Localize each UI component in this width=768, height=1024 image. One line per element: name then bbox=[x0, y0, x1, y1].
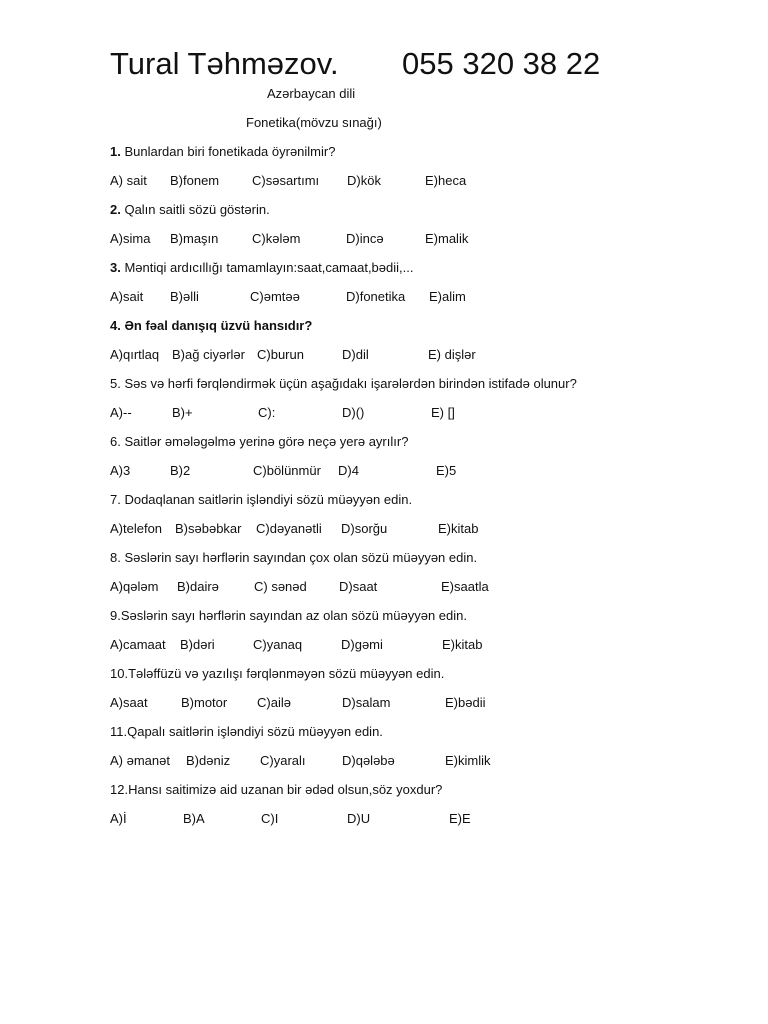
option-e: E) dişlər bbox=[428, 347, 476, 362]
option-e: E) [] bbox=[431, 405, 455, 420]
option-e: E)malik bbox=[425, 231, 469, 246]
question-item bbox=[110, 550, 730, 608]
question-item bbox=[110, 202, 730, 260]
question-number: 2. bbox=[110, 202, 121, 217]
option-a: A)-- bbox=[110, 405, 132, 420]
option-d: D)saat bbox=[339, 579, 378, 594]
question-item bbox=[110, 434, 730, 492]
author-phone: 055 320 38 22 bbox=[402, 46, 601, 81]
answer-options bbox=[110, 231, 730, 260]
option-e: E)kitab bbox=[438, 521, 479, 536]
option-c: C) sənəd bbox=[254, 579, 307, 594]
question-text bbox=[110, 434, 730, 463]
question-body: 4. Ən fəal danışıq üzvü hansıdır? bbox=[110, 318, 313, 333]
question-item bbox=[110, 666, 730, 724]
option-e: E)5 bbox=[436, 463, 457, 478]
option-b: B)motor bbox=[181, 695, 228, 710]
question-text bbox=[110, 492, 730, 521]
option-a: A)sima bbox=[110, 231, 151, 246]
subject-title: Azərbaycan dili bbox=[267, 86, 356, 101]
option-c: C)ailə bbox=[257, 695, 291, 710]
option-e: E)bədii bbox=[445, 695, 486, 710]
question-body: 9.Səslərin sayı hərflərin sayından az olan sözü müəyyən edin. bbox=[110, 608, 467, 623]
option-c: C)burun bbox=[257, 347, 304, 362]
question-body: 7. Dodaqlanan saitlərin işləndiyi sözü müəyyən edin. bbox=[110, 492, 413, 507]
answer-options bbox=[110, 405, 730, 434]
option-b: B)+ bbox=[172, 405, 193, 420]
answer-options bbox=[110, 579, 730, 608]
topic-title: Fonetika(mövzu sınağı) bbox=[246, 115, 382, 130]
option-e: E)kimlik bbox=[445, 753, 491, 768]
option-e: E)E bbox=[449, 811, 471, 826]
question-text bbox=[110, 202, 730, 231]
answer-options bbox=[110, 695, 730, 724]
option-e: E)saatla bbox=[441, 579, 489, 594]
question-body: Bunlardan biri fonetikada öyrənilmir? bbox=[120, 144, 336, 159]
answer-options bbox=[110, 637, 730, 666]
answer-options bbox=[110, 173, 730, 202]
option-c: C)dəyanətli bbox=[256, 521, 322, 536]
question-item bbox=[110, 260, 730, 318]
option-a: A)telefon bbox=[110, 521, 163, 536]
option-d: D)4 bbox=[338, 463, 359, 478]
question-item bbox=[110, 608, 730, 666]
question-list bbox=[110, 144, 730, 840]
option-b: B)dəri bbox=[180, 637, 215, 652]
question-body: 12.Hansı saitimizə aid uzanan bir ədəd olsun,söz yoxdur? bbox=[110, 782, 443, 797]
question-item bbox=[110, 782, 730, 840]
question-number: 1. bbox=[110, 144, 121, 159]
option-c: C)kələm bbox=[252, 231, 301, 246]
option-b: B)maşın bbox=[170, 231, 219, 246]
option-e: E)heca bbox=[425, 173, 467, 188]
option-a: A) sait bbox=[110, 173, 147, 188]
question-text bbox=[110, 724, 730, 753]
option-b: B)əlli bbox=[170, 289, 199, 304]
option-a: A)3 bbox=[110, 463, 131, 478]
option-e: E)kitab bbox=[442, 637, 483, 652]
question-text bbox=[110, 318, 730, 347]
option-d: D)U bbox=[347, 811, 371, 826]
answer-options bbox=[110, 753, 730, 782]
option-b: B)2 bbox=[170, 463, 191, 478]
question-item bbox=[110, 144, 730, 202]
option-c: C)I bbox=[261, 811, 279, 826]
question-item bbox=[110, 724, 730, 782]
option-d: D)fonetika bbox=[346, 289, 406, 304]
option-d: D)qələbə bbox=[342, 753, 395, 768]
answer-options bbox=[110, 347, 730, 376]
question-text bbox=[110, 782, 730, 811]
question-text bbox=[110, 144, 730, 173]
author-name: Tural Təhməzov. bbox=[110, 46, 339, 81]
option-b: B)ağ ciyərlər bbox=[172, 347, 245, 362]
option-b: B)səbəbkar bbox=[175, 521, 242, 536]
answer-options bbox=[110, 521, 730, 550]
question-body: Məntiqi ardıcıllığı tamamlayın:saat,camaat,bədii,... bbox=[120, 260, 414, 275]
question-body: 10.Tələffüzü və yazılışı fərqlənməyən sözü müəyyən edin. bbox=[110, 666, 445, 681]
option-a: A)camaat bbox=[110, 637, 166, 652]
question-item bbox=[110, 318, 730, 376]
question-text bbox=[110, 608, 730, 637]
question-text bbox=[110, 260, 730, 289]
option-a: A)saat bbox=[110, 695, 148, 710]
question-body: 11.Qapalı saitlərin işləndiyi sözü müəyyən edin. bbox=[110, 724, 383, 739]
option-d: D)incə bbox=[346, 231, 384, 246]
option-c: C)yanaq bbox=[253, 637, 303, 652]
question-body: 5. Səs və hərfi fərqləndirmək üçün aşağıdakı işarələrdən birindən istifadə olunur? bbox=[110, 376, 577, 391]
option-a: A) əmanət bbox=[110, 753, 170, 768]
answer-options bbox=[110, 463, 730, 492]
option-a: A)İ bbox=[110, 811, 127, 826]
option-c: C)bölünmür bbox=[253, 463, 321, 478]
option-d: D)dil bbox=[342, 347, 369, 362]
option-a: A)sait bbox=[110, 289, 144, 304]
option-d: D)() bbox=[342, 405, 365, 420]
option-b: B)dairə bbox=[177, 579, 219, 594]
option-a: A)qələm bbox=[110, 579, 159, 594]
option-d: D)salam bbox=[342, 695, 391, 710]
question-text bbox=[110, 666, 730, 695]
question-body: Qalın saitli sözü göstərin. bbox=[120, 202, 270, 217]
option-b: B)A bbox=[183, 811, 205, 826]
option-d: D)kök bbox=[347, 173, 381, 188]
option-d: D)gəmi bbox=[341, 637, 383, 652]
option-a: A)qırtlaq bbox=[110, 347, 160, 362]
option-c: C): bbox=[258, 405, 276, 420]
option-c: C)əmtəə bbox=[250, 289, 300, 304]
option-d: D)sorğu bbox=[341, 521, 388, 536]
option-c: C)yaralı bbox=[260, 753, 306, 768]
question-text bbox=[110, 376, 730, 405]
option-b: B)fonem bbox=[170, 173, 220, 188]
option-b: B)dəniz bbox=[186, 753, 231, 768]
answer-options bbox=[110, 289, 730, 318]
option-e: E)alim bbox=[429, 289, 466, 304]
answer-options bbox=[110, 811, 730, 840]
question-number: 3. bbox=[110, 260, 121, 275]
question-body: 8. Səslərin sayı hərflərin sayından çox olan sözü müəyyən edin. bbox=[110, 550, 478, 565]
question-text bbox=[110, 550, 730, 579]
question-item bbox=[110, 492, 730, 550]
question-body: 6. Saitlər əmələgəlmə yerinə görə neçə yerə ayrılır? bbox=[110, 434, 409, 449]
option-c: C)səsartımı bbox=[252, 173, 320, 188]
question-item bbox=[110, 376, 730, 434]
